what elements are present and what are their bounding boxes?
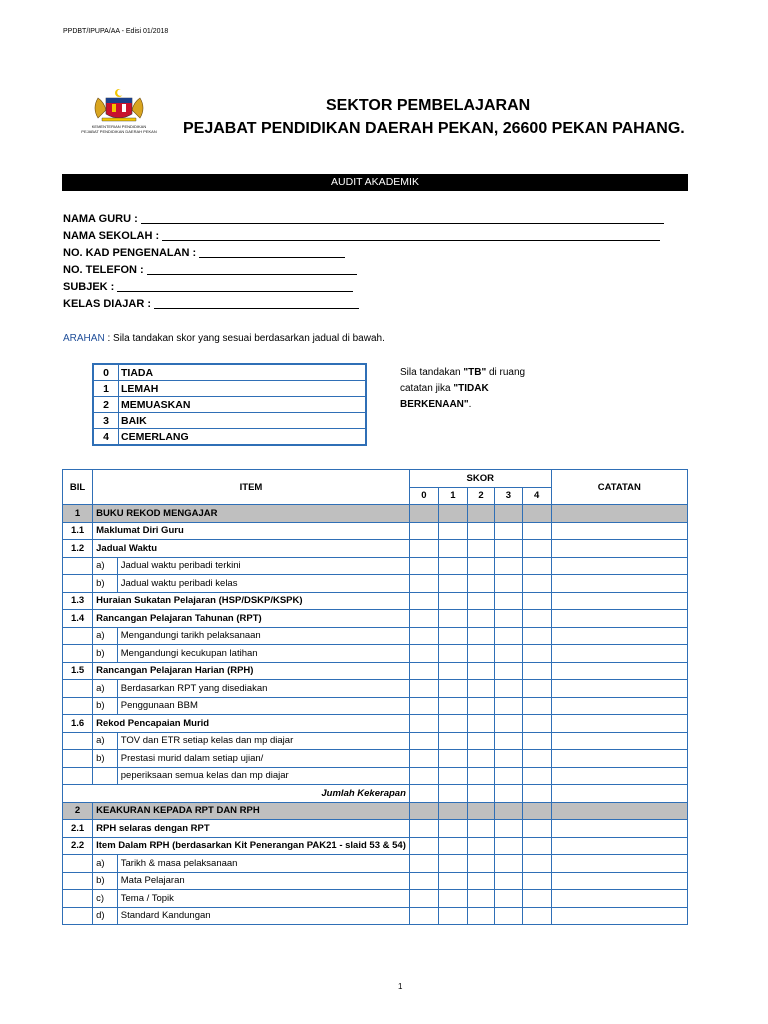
score-value: 3 <box>93 413 119 429</box>
score-cell-1[interactable] <box>438 907 467 925</box>
score-cell-3[interactable] <box>495 592 522 610</box>
table-row <box>63 890 688 908</box>
field-nama-guru <box>63 211 664 227</box>
score-cell-0[interactable] <box>409 645 438 663</box>
sub-item-letter: a) <box>93 732 118 750</box>
table-row <box>63 872 688 890</box>
header-score-4: 4 <box>522 487 551 505</box>
instruction-text <box>63 333 385 344</box>
header-score-1: 1 <box>438 487 467 505</box>
table-row <box>63 837 688 855</box>
score-cell-1[interactable] <box>438 505 467 523</box>
bil-cell <box>63 575 93 593</box>
score-cell-3[interactable] <box>495 802 522 820</box>
item-label: RPH selaras dengan RPT <box>93 820 410 838</box>
score-cell-2[interactable] <box>467 680 494 698</box>
score-cell-1[interactable] <box>438 522 467 540</box>
score-label: TIADA <box>119 364 367 381</box>
bil-cell <box>63 732 93 750</box>
header-score-2: 2 <box>467 487 494 505</box>
score-cell-2[interactable] <box>467 855 494 873</box>
sub-item-letter <box>93 767 118 785</box>
score-cell-0[interactable] <box>409 837 438 855</box>
score-cell-3[interactable] <box>495 820 522 838</box>
score-legend-row <box>93 429 366 446</box>
score-legend-row <box>93 413 366 429</box>
document-title-line1: SEKTOR PEMBELAJARAN <box>326 97 531 114</box>
score-cell-3[interactable] <box>495 872 522 890</box>
score-cell-0[interactable] <box>409 680 438 698</box>
catatan-cell[interactable] <box>551 750 687 768</box>
score-cell-0[interactable] <box>409 610 438 628</box>
bil-cell <box>63 627 93 645</box>
score-cell-4[interactable] <box>522 837 551 855</box>
header-item: ITEM <box>93 470 410 505</box>
score-cell-3[interactable] <box>495 890 522 908</box>
score-cell-0[interactable] <box>409 662 438 680</box>
catatan-cell[interactable] <box>551 610 687 628</box>
sub-item-label: TOV dan ETR setiap kelas dan mp diajar <box>117 732 409 750</box>
score-cell-3[interactable] <box>495 785 522 803</box>
table-row <box>63 750 688 768</box>
score-cell-2[interactable] <box>467 627 494 645</box>
instruction-body: : Sila tandakan skor yang sesuai berdasarkan jadual di bawah. <box>104 333 385 344</box>
field-input-line[interactable] <box>117 279 353 292</box>
score-value: 0 <box>93 364 119 381</box>
bil-cell <box>63 890 93 908</box>
score-cell-1[interactable] <box>438 540 467 558</box>
table-row <box>63 785 688 803</box>
score-cell-2[interactable] <box>467 575 494 593</box>
score-cell-0[interactable] <box>409 540 438 558</box>
score-cell-2[interactable] <box>467 662 494 680</box>
field-telefon <box>63 262 357 278</box>
score-cell-0[interactable] <box>409 627 438 645</box>
table-row <box>63 505 688 523</box>
table-row <box>63 610 688 628</box>
catatan-cell[interactable] <box>551 697 687 715</box>
catatan-cell[interactable] <box>551 645 687 663</box>
score-cell-4[interactable] <box>522 820 551 838</box>
score-cell-4[interactable] <box>522 750 551 768</box>
field-label: NO. KAD PENGENALAN : <box>63 247 197 259</box>
table-row <box>63 662 688 680</box>
table-row <box>63 820 688 838</box>
score-cell-1[interactable] <box>438 715 467 733</box>
sub-item-letter: b) <box>93 645 118 663</box>
score-cell-4[interactable] <box>522 785 551 803</box>
sub-item-label: peperiksaan semua kelas dan mp diajar <box>117 767 409 785</box>
sub-item-label: Jadual waktu peribadi kelas <box>117 575 409 593</box>
catatan-cell[interactable] <box>551 540 687 558</box>
score-cell-2[interactable] <box>467 907 494 925</box>
score-cell-2[interactable] <box>467 802 494 820</box>
field-label: KELAS DIAJAR : <box>63 298 152 310</box>
score-cell-2[interactable] <box>467 522 494 540</box>
field-label: NO. TELEFON : <box>63 264 144 276</box>
score-cell-4[interactable] <box>522 890 551 908</box>
score-cell-4[interactable] <box>522 505 551 523</box>
catatan-cell[interactable] <box>551 505 687 523</box>
sub-item-label: Tema / Topik <box>117 890 409 908</box>
sub-item-letter: a) <box>93 680 118 698</box>
table-row <box>63 907 688 925</box>
catatan-cell[interactable] <box>551 837 687 855</box>
section-number: 1 <box>63 505 93 523</box>
score-cell-4[interactable] <box>522 575 551 593</box>
sub-item-label: Standard Kandungan <box>117 907 409 925</box>
score-cell-0[interactable] <box>409 907 438 925</box>
note-text: di ruang catatan jika <box>400 367 526 394</box>
score-label: MEMUASKAN <box>119 397 367 413</box>
score-cell-0[interactable] <box>409 767 438 785</box>
score-cell-0[interactable] <box>409 505 438 523</box>
score-cell-2[interactable] <box>467 820 494 838</box>
table-row <box>63 575 688 593</box>
table-row <box>63 645 688 663</box>
sub-item-letter: a) <box>93 855 118 873</box>
score-cell-1[interactable] <box>438 767 467 785</box>
note-tidak-berkenaan: "TIDAK BERKENAAN" <box>400 383 489 410</box>
bil-cell <box>63 645 93 663</box>
score-cell-3[interactable] <box>495 697 522 715</box>
sub-item-letter: c) <box>93 890 118 908</box>
score-cell-3[interactable] <box>495 627 522 645</box>
bil-cell <box>63 907 93 925</box>
catatan-cell[interactable] <box>551 522 687 540</box>
item-number: 1.4 <box>63 610 93 628</box>
bil-cell <box>63 680 93 698</box>
item-number: 1.1 <box>63 522 93 540</box>
score-cell-3[interactable] <box>495 662 522 680</box>
score-cell-0[interactable] <box>409 820 438 838</box>
score-cell-4[interactable] <box>522 592 551 610</box>
score-cell-4[interactable] <box>522 907 551 925</box>
sub-item-letter: b) <box>93 697 118 715</box>
score-cell-4[interactable] <box>522 557 551 575</box>
sub-item-label: Jadual waktu peribadi terkini <box>117 557 409 575</box>
logo-caption <box>68 124 170 134</box>
catatan-cell[interactable] <box>551 802 687 820</box>
bil-cell <box>63 557 93 575</box>
item-number: 1.3 <box>63 592 93 610</box>
score-label: LEMAH <box>119 381 367 397</box>
table-row <box>63 767 688 785</box>
sub-item-letter: a) <box>93 627 118 645</box>
page-number: 1 <box>398 982 403 991</box>
score-cell-1[interactable] <box>438 890 467 908</box>
field-label: SUBJEK : <box>63 281 115 293</box>
score-cell-0[interactable] <box>409 697 438 715</box>
item-label: Rekod Pencapaian Murid <box>93 715 410 733</box>
item-number: 1.6 <box>63 715 93 733</box>
catatan-cell[interactable] <box>551 592 687 610</box>
table-row <box>63 855 688 873</box>
score-cell-0[interactable] <box>409 802 438 820</box>
score-legend-row <box>93 381 366 397</box>
score-value: 2 <box>93 397 119 413</box>
item-number: 2.2 <box>63 837 93 855</box>
score-cell-2[interactable] <box>467 697 494 715</box>
score-label: BAIK <box>119 413 367 429</box>
catatan-cell[interactable] <box>551 785 687 803</box>
catatan-cell[interactable] <box>551 557 687 575</box>
score-cell-4[interactable] <box>522 540 551 558</box>
score-cell-2[interactable] <box>467 592 494 610</box>
item-number: 1.2 <box>63 540 93 558</box>
score-cell-0[interactable] <box>409 872 438 890</box>
field-label: NAMA SEKOLAH : <box>63 230 160 242</box>
score-cell-1[interactable] <box>438 855 467 873</box>
field-input-line[interactable] <box>162 228 660 241</box>
sub-item-letter: d) <box>93 907 118 925</box>
score-cell-1[interactable] <box>438 820 467 838</box>
item-label: Item Dalam RPH (berdasarkan Kit Penerangan PAK21 - slaid 53 & 54) <box>93 837 410 855</box>
sub-item-label: Prestasi murid dalam setiap ujian/ <box>117 750 409 768</box>
score-cell-0[interactable] <box>409 785 438 803</box>
item-number: 1.5 <box>63 662 93 680</box>
score-cell-1[interactable] <box>438 592 467 610</box>
field-kad-pengenalan <box>63 245 345 261</box>
note-text: . <box>468 399 472 410</box>
catatan-cell[interactable] <box>551 855 687 873</box>
catatan-cell[interactable] <box>551 820 687 838</box>
header-skor: SKOR <box>409 470 551 488</box>
table-header-row <box>63 470 688 488</box>
score-cell-1[interactable] <box>438 837 467 855</box>
score-cell-3[interactable] <box>495 855 522 873</box>
score-cell-2[interactable] <box>467 715 494 733</box>
document-title-line2: PEJABAT PENDIDIKAN DAERAH PEKAN, 26600 PEKAN PAHANG. <box>183 120 685 137</box>
score-cell-1[interactable] <box>438 627 467 645</box>
score-cell-3[interactable] <box>495 680 522 698</box>
sub-item-label: Mengandungi kecukupan latihan <box>117 645 409 663</box>
score-legend-row <box>93 397 366 413</box>
score-cell-3[interactable] <box>495 767 522 785</box>
item-label: Jadual Waktu <box>93 540 410 558</box>
header-score-0: 0 <box>409 487 438 505</box>
bil-cell <box>63 750 93 768</box>
item-label: Maklumat Diri Guru <box>93 522 410 540</box>
score-cell-1[interactable] <box>438 680 467 698</box>
field-label: NAMA GURU : <box>63 213 138 225</box>
instruction-label: ARAHAN <box>63 333 105 344</box>
score-cell-3[interactable] <box>495 837 522 855</box>
section-banner: AUDIT AKADEMIK <box>62 174 688 191</box>
score-cell-1[interactable] <box>438 750 467 768</box>
score-cell-0[interactable] <box>409 592 438 610</box>
tb-note <box>400 365 540 413</box>
sub-item-letter: b) <box>93 750 118 768</box>
score-cell-2[interactable] <box>467 610 494 628</box>
score-cell-2[interactable] <box>467 505 494 523</box>
score-cell-4[interactable] <box>522 715 551 733</box>
score-cell-4[interactable] <box>522 627 551 645</box>
field-subjek <box>63 279 353 295</box>
score-cell-3[interactable] <box>495 522 522 540</box>
score-legend-row <box>93 364 366 381</box>
score-cell-2[interactable] <box>467 872 494 890</box>
bil-cell <box>63 872 93 890</box>
score-legend-table <box>92 363 367 446</box>
score-cell-2[interactable] <box>467 785 494 803</box>
sub-item-letter: b) <box>93 872 118 890</box>
table-row <box>63 522 688 540</box>
score-cell-1[interactable] <box>438 557 467 575</box>
table-row <box>63 715 688 733</box>
field-nama-sekolah <box>63 228 660 244</box>
score-cell-0[interactable] <box>409 575 438 593</box>
score-cell-3[interactable] <box>495 557 522 575</box>
score-cell-0[interactable] <box>409 557 438 575</box>
field-kelas-diajar <box>63 296 359 312</box>
field-input-line[interactable] <box>154 296 359 309</box>
score-cell-1[interactable] <box>438 732 467 750</box>
score-cell-3[interactable] <box>495 750 522 768</box>
score-cell-1[interactable] <box>438 697 467 715</box>
score-cell-3[interactable] <box>495 610 522 628</box>
catatan-cell[interactable] <box>551 767 687 785</box>
score-cell-1[interactable] <box>438 575 467 593</box>
score-cell-4[interactable] <box>522 767 551 785</box>
catatan-cell[interactable] <box>551 575 687 593</box>
note-tb: "TB" <box>463 367 487 378</box>
sub-item-label: Mengandungi tarikh pelaksanaan <box>117 627 409 645</box>
score-cell-3[interactable] <box>495 575 522 593</box>
sub-item-label: Penggunaan BBM <box>117 697 409 715</box>
catatan-cell[interactable] <box>551 680 687 698</box>
score-cell-2[interactable] <box>467 540 494 558</box>
catatan-cell[interactable] <box>551 715 687 733</box>
item-number: 2.1 <box>63 820 93 838</box>
score-cell-3[interactable] <box>495 715 522 733</box>
note-text: Sila tandakan <box>400 367 464 378</box>
item-label: Rancangan Pelajaran Tahunan (RPT) <box>93 610 410 628</box>
table-row <box>63 540 688 558</box>
bil-cell <box>63 767 93 785</box>
sub-item-label: Mata Pelajaran <box>117 872 409 890</box>
catatan-cell[interactable] <box>551 907 687 925</box>
score-cell-1[interactable] <box>438 802 467 820</box>
score-cell-3[interactable] <box>495 645 522 663</box>
score-cell-3[interactable] <box>495 540 522 558</box>
table-row <box>63 680 688 698</box>
table-row <box>63 627 688 645</box>
sub-item-letter: a) <box>93 557 118 575</box>
score-cell-0[interactable] <box>409 890 438 908</box>
catatan-cell[interactable] <box>551 872 687 890</box>
score-cell-4[interactable] <box>522 680 551 698</box>
catatan-cell[interactable] <box>551 732 687 750</box>
header-bil: BIL <box>63 470 93 505</box>
score-cell-3[interactable] <box>495 732 522 750</box>
table-row <box>63 732 688 750</box>
score-cell-3[interactable] <box>495 907 522 925</box>
header-catatan: CATATAN <box>551 470 687 505</box>
score-cell-0[interactable] <box>409 715 438 733</box>
score-cell-4[interactable] <box>522 610 551 628</box>
field-input-line[interactable] <box>147 262 357 275</box>
score-cell-4[interactable] <box>522 872 551 890</box>
item-label: Rancangan Pelajaran Harian (RPH) <box>93 662 410 680</box>
score-value: 1 <box>93 381 119 397</box>
score-value: 4 <box>93 429 119 446</box>
score-cell-1[interactable] <box>438 610 467 628</box>
section-title: KEAKURAN KEPADA RPT DAN RPH <box>93 802 410 820</box>
score-cell-2[interactable] <box>467 645 494 663</box>
score-cell-0[interactable] <box>409 522 438 540</box>
score-label: CEMERLANG <box>119 429 367 446</box>
score-cell-0[interactable] <box>409 750 438 768</box>
score-cell-4[interactable] <box>522 697 551 715</box>
score-cell-0[interactable] <box>409 855 438 873</box>
section-number: 2 <box>63 802 93 820</box>
score-cell-0[interactable] <box>409 732 438 750</box>
score-cell-2[interactable] <box>467 890 494 908</box>
score-cell-2[interactable] <box>467 750 494 768</box>
sub-item-label: Berdasarkan RPT yang disediakan <box>117 680 409 698</box>
catatan-cell[interactable] <box>551 627 687 645</box>
sub-item-letter: b) <box>93 575 118 593</box>
section-title: BUKU REKOD MENGAJAR <box>93 505 410 523</box>
logo-caption-line1: KEMENTERIAN PENDIDIKAN <box>91 124 147 129</box>
field-input-line[interactable] <box>199 245 345 258</box>
field-input-line[interactable] <box>141 211 664 224</box>
score-cell-2[interactable] <box>467 557 494 575</box>
score-cell-2[interactable] <box>467 732 494 750</box>
total-frequency-label: Jumlah Kekerapan <box>63 785 410 803</box>
table-row <box>63 592 688 610</box>
table-row <box>63 697 688 715</box>
table-row <box>63 557 688 575</box>
bil-cell <box>63 697 93 715</box>
score-cell-3[interactable] <box>495 505 522 523</box>
score-cell-2[interactable] <box>467 837 494 855</box>
audit-table <box>62 469 688 925</box>
score-cell-4[interactable] <box>522 522 551 540</box>
header-score-3: 3 <box>495 487 522 505</box>
sub-item-label: Tarikh & masa pelaksanaan <box>117 855 409 873</box>
score-cell-4[interactable] <box>522 802 551 820</box>
table-row <box>63 802 688 820</box>
score-cell-4[interactable] <box>522 855 551 873</box>
catatan-cell[interactable] <box>551 890 687 908</box>
catatan-cell[interactable] <box>551 662 687 680</box>
score-cell-1[interactable] <box>438 785 467 803</box>
score-cell-4[interactable] <box>522 732 551 750</box>
score-cell-1[interactable] <box>438 645 467 663</box>
logo-caption-line2: PEJABAT PENDIDIKAN DAERAH PEKAN <box>81 129 157 134</box>
score-cell-1[interactable] <box>438 872 467 890</box>
score-cell-4[interactable] <box>522 662 551 680</box>
score-cell-2[interactable] <box>467 767 494 785</box>
bil-cell <box>63 855 93 873</box>
score-cell-1[interactable] <box>438 662 467 680</box>
score-cell-4[interactable] <box>522 645 551 663</box>
item-label: Huraian Sukatan Pelajaran (HSP/DSKP/KSPK) <box>93 592 410 610</box>
document-code: PPDBT/IPUPA/AA - Edisi 01/2018 <box>63 28 169 35</box>
